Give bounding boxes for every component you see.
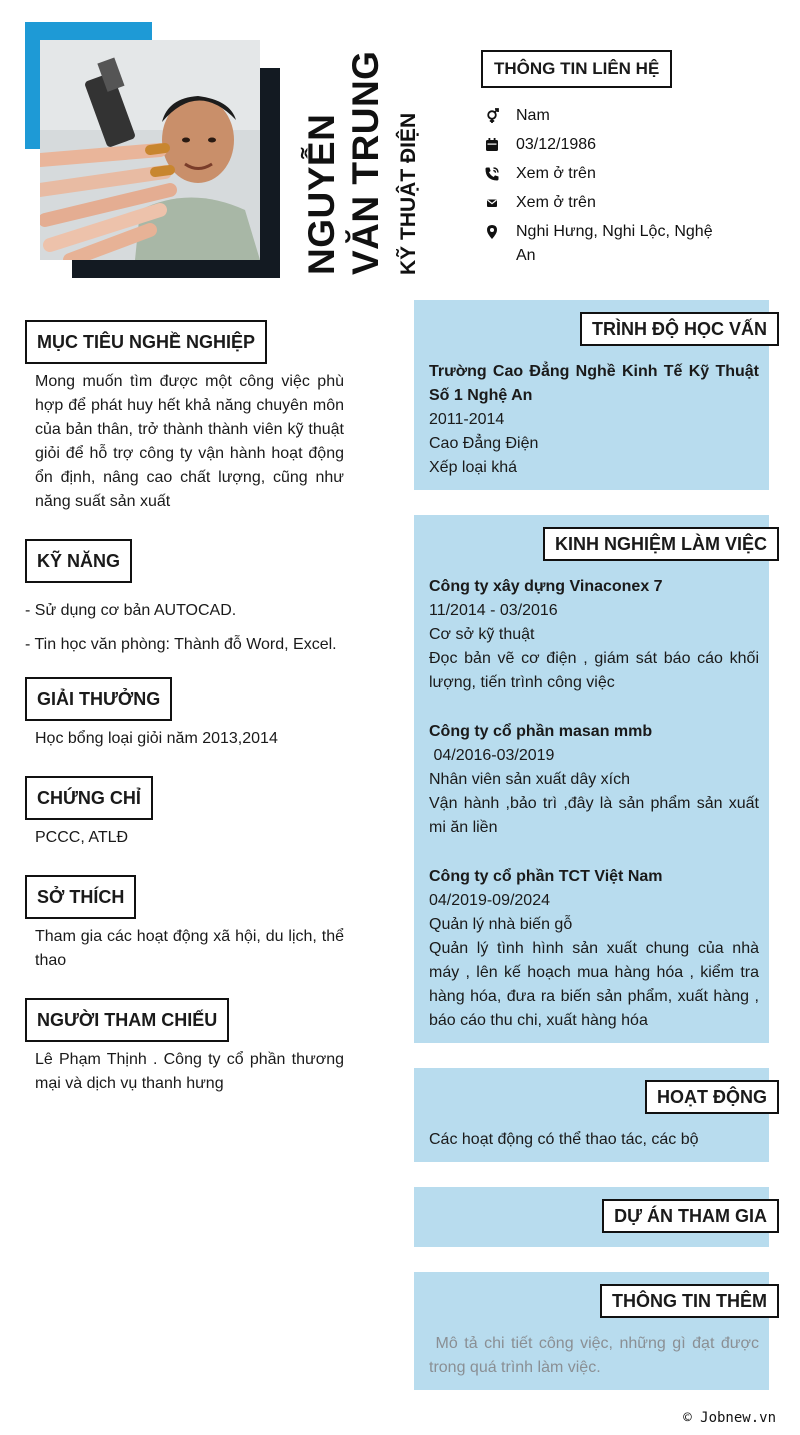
footer-credit: © Jobnew.vn	[683, 1410, 776, 1426]
phone-icon	[484, 162, 516, 186]
activities-text: Các hoạt động có thể thao tác, các bộ	[429, 1131, 699, 1148]
job-position: Cơ sở kỹ thuật	[429, 626, 535, 643]
full-name: NGUYỄN VĂN TRUNG	[301, 50, 386, 275]
objective-text: Mong muốn tìm được một công việc phù hợp để phát huy hết khả năng chuyên môn của bản thân, trở thành thành viên kỹ thuật giỏi để hỗ trợ công ty vận hành hoạt động ổn định, nâng cao chất lượng, cũng như năng suất sản xuất	[35, 373, 344, 510]
hobbies-section-title: SỞ THÍCH	[25, 875, 136, 919]
job-title: KỸ THUẬT ĐIỆN	[397, 112, 420, 275]
gender-icon	[484, 104, 516, 128]
contact-list	[484, 104, 734, 273]
name-block	[300, 40, 440, 275]
experience-content	[429, 575, 759, 1033]
skills-list	[25, 599, 365, 667]
education-content	[429, 360, 759, 480]
contact-email	[484, 191, 734, 215]
education-school: Trường Cao Đẳng Nghề Kinh Tế Kỹ Thuật Số 1 Nghệ An	[429, 363, 759, 404]
education-major: Cao Đẳng Điện	[429, 435, 539, 452]
profile-photo	[40, 40, 260, 260]
job-position: Quản lý nhà biến gỗ	[429, 916, 573, 933]
certificates-section-title: CHỨNG CHỈ	[25, 776, 153, 820]
email-icon	[484, 191, 516, 215]
experience-entry	[429, 865, 759, 1033]
job-period: 04/2016-03/2019	[429, 747, 555, 764]
job-description: Vận hành ,bảo trì ,đây là sản phẩm sản xuất mi ăn liền	[429, 795, 759, 836]
education-panel	[414, 300, 769, 490]
contact-address	[484, 220, 734, 268]
calendar-icon	[484, 133, 516, 157]
location-icon	[484, 220, 516, 244]
skill-item: - Sử dụng cơ bản AUTOCAD.	[25, 602, 237, 619]
education-section-title: TRÌNH ĐỘ HỌC VẤN	[580, 312, 779, 346]
awards-text: Học bổng loại giỏi năm 2013,2014	[35, 730, 278, 747]
job-description: Đọc bản vẽ cơ điện , giám sát báo cáo khối lượng, tiến trình công việc	[429, 650, 759, 691]
education-grade: Xếp loại khá	[429, 459, 518, 476]
additional-panel	[414, 1272, 769, 1390]
job-company: Công ty cổ phần masan mmb	[429, 723, 653, 740]
activities-section-title: HOẠT ĐỘNG	[645, 1080, 779, 1114]
additional-section-title: THÔNG TIN THÊM	[600, 1284, 779, 1318]
contact-section-title: THÔNG TIN LIÊN HỆ	[481, 50, 672, 88]
birthday-value: 03/12/1986	[516, 136, 597, 153]
job-position: Nhân viên sản xuất dây xích	[429, 771, 631, 788]
hobbies-text: Tham gia các hoạt động xã hội, du lịch, thể thao	[35, 928, 344, 969]
experience-section-title: KINH NGHIỆM LÀM VIỆC	[543, 527, 779, 561]
job-company: Công ty xây dựng Vinaconex 7	[429, 578, 663, 595]
projects-section-title: DỰ ÁN THAM GIA	[602, 1199, 779, 1233]
experience-entry	[429, 720, 759, 840]
job-period: 11/2014 - 03/2016	[429, 602, 558, 619]
experience-entry	[429, 575, 759, 695]
gender-value: Nam	[516, 107, 550, 124]
job-company: Công ty cổ phần TCT Việt Nam	[429, 868, 663, 885]
contact-phone	[484, 162, 734, 186]
job-description: Quản lý tình hình sản xuất chung của nhà máy , lên kế hoạch mua hàng hóa , kiểm tra hàng hóa, đưa ra biến sản phẩm, xuất hàng , báo cáo thu chi, xuất hàng hóa	[429, 940, 759, 1029]
skill-item: - Tin học văn phòng: Thành đỗ Word, Excel.	[25, 636, 337, 653]
references-text: Lê Phạm Thịnh . Công ty cổ phần thương mại và dịch vụ thanh hưng	[35, 1051, 344, 1092]
job-period: 04/2019-09/2024	[429, 892, 550, 909]
references-section-title: NGƯỜI THAM CHIẾU	[25, 998, 229, 1042]
additional-text: Mô tả chi tiết công việc, những gì đạt được trong quá trình làm việc.	[429, 1335, 764, 1376]
objective-section-title: MỤC TIÊU NGHỀ NGHIỆP	[25, 320, 267, 364]
skills-section-title: KỸ NĂNG	[25, 539, 132, 583]
education-years: 2011-2014	[429, 411, 505, 428]
experience-panel	[414, 515, 769, 1043]
certificates-text: PCCC, ATLĐ	[35, 829, 129, 846]
contact-gender	[484, 104, 734, 128]
activities-panel	[414, 1068, 769, 1162]
address-value: Nghi Hưng, Nghi Lộc, Nghệ An	[516, 223, 713, 264]
phone-value: Xem ở trên	[516, 165, 596, 182]
projects-panel	[414, 1187, 769, 1247]
awards-section-title: GIẢI THƯỞNG	[25, 677, 172, 721]
email-value: Xem ở trên	[516, 194, 596, 211]
contact-birthday	[484, 133, 734, 157]
